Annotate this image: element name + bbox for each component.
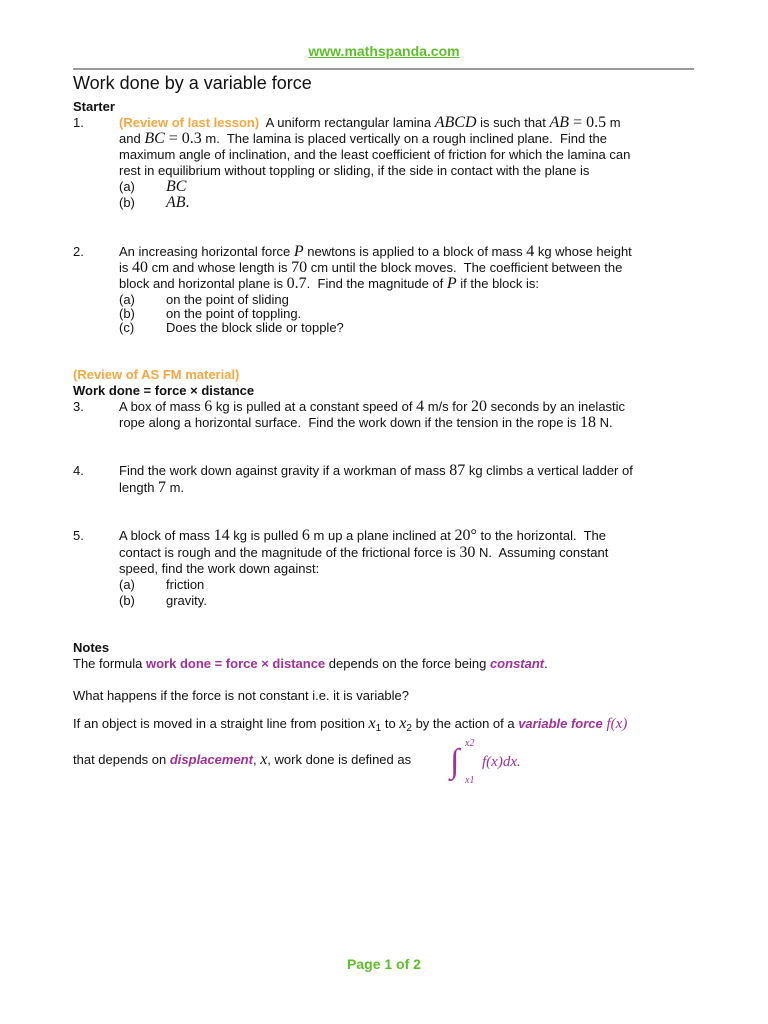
text-line [73,688,409,704]
text-segment: constant [489,656,545,671]
text-segment: An increasing horizontal force [119,244,294,259]
text-segment: P [293,243,304,260]
text-segment: 20° [454,527,477,544]
text-line [73,383,254,399]
text-segment: to [381,716,400,731]
text-segment: block and horizontal plane is [119,276,287,291]
text-segment: on the point of toppling. [166,306,302,321]
text-segment: 4 [416,398,425,415]
integral-lower-limit: x1 [465,775,475,786]
text-segment: 87 [449,462,466,479]
question-number: 3. [73,399,84,414]
text-segment: 4 [526,243,535,260]
text-segment: 6 [204,398,213,415]
part-label: (b) [119,593,135,608]
question-number: 4. [73,463,84,478]
text-segment: x [260,751,268,768]
text-segment: rest in equilibrium without toppling or sliding, if the side in contact with the plane is [119,163,590,178]
text-segment: gravity. [166,593,207,608]
line-text [166,179,186,195]
text-segment: x [399,715,407,732]
line-text [119,115,621,131]
text-segment: (Review of AS FM material) [73,367,240,382]
text-segment: Does the block slide or topple? [166,320,344,335]
text-segment: . [185,194,190,211]
text-segment: cm and whose length is [148,260,292,275]
question-number: 5. [73,528,84,543]
text-segment: . [544,656,548,671]
line-text [119,276,539,292]
text-segment: 18 [580,414,597,431]
text-segment: by the action of a [411,716,519,731]
text-segment: m/s for [424,399,472,414]
text-segment: The formula [73,656,146,671]
line-text [119,415,613,431]
text-segment: that depends on [73,752,170,767]
text-segment: newtons is applied to a block of mass [303,244,527,259]
text-segment: variable force [518,716,603,731]
text-segment: contact is rough and the magnitude of the frictional force is [119,545,460,560]
text-segment: ABCD [434,114,477,131]
text-segment: 1 [375,723,382,734]
line-text [119,131,607,147]
text-segment: is [119,260,132,275]
text-segment: , [252,752,261,767]
question-number: 2. [73,244,84,259]
text-segment: Starter [73,99,115,114]
text-segment: on the point of sliding [166,292,289,307]
text-line [73,99,115,115]
text-segment: m. [166,480,185,495]
text-segment: Notes [73,640,110,655]
line-text [166,320,344,336]
text-line [73,752,411,768]
text-segment: AB [166,194,186,211]
text-segment: AB [549,114,570,131]
text-segment: kg whose height [534,244,632,259]
text-segment: kg is pulled [229,528,302,543]
text-segment: N. [596,415,613,430]
text-segment: If an object is moved in a straight line from position [73,716,369,731]
text-segment: seconds by an inelastic [487,399,626,414]
line-text [119,163,589,179]
header-divider [73,68,694,70]
line-text [119,463,633,479]
question-number: 1. [73,115,84,130]
text-segment: 70 [291,259,308,276]
line-text [119,561,319,577]
text-segment: . Find the magnitude of [306,276,447,291]
text-segment: A uniform rectangular lamina [259,115,435,130]
text-line [73,656,548,672]
text-segment: cm until the block moves. The coefficient between the [307,260,623,275]
text-segment: A box of mass [119,399,205,414]
text-segment: is such that [476,115,550,130]
part-label: (b) [119,195,135,210]
text-segment: f(x) [602,716,628,732]
part-label: (a) [119,292,135,307]
text-segment: 0.7 [286,275,307,292]
text-segment: P [446,275,457,292]
line-text [119,244,632,260]
text-segment: kg climbs a vertical ladder of [465,463,633,478]
text-segment: Work done = force × distance [73,383,255,398]
text-segment: N. Assuming constant [475,545,609,560]
text-segment: A block of mass [119,528,214,543]
text-segment: length [119,480,159,495]
integral-upper-limit: x2 [465,738,475,749]
text-segment: speed, find the work down against: [119,561,320,576]
line-text [119,147,630,163]
line-text [119,480,184,496]
part-label: (b) [119,306,135,321]
text-segment: (Review of last lesson) [119,115,260,130]
integral-sign: ∫ [450,743,460,780]
text-segment: 20 [471,398,488,415]
text-segment: What happens if the force is not constant i.e. it is variable? [73,688,410,703]
page-title: Work done by a variable force [73,73,312,93]
line-text [119,260,622,276]
text-segment: BC [144,130,165,147]
text-line [73,640,109,656]
text-segment: kg is pulled at a constant speed of [212,399,417,414]
text-segment: , work done is defined as [267,752,412,767]
line-text [119,545,608,561]
text-segment: 2 [406,723,412,734]
text-segment: m [606,115,621,130]
text-line [73,716,627,737]
page-number: Page 1 of 2 [347,956,421,972]
text-segment: friction [166,577,205,592]
line-text [166,593,207,609]
text-segment: work done = force × distance [145,656,326,671]
text-segment: Find the work down against gravity if a workman of mass [119,463,450,478]
line-text [166,577,204,593]
line-text [119,528,606,544]
part-label: (a) [119,179,135,194]
text-segment: maximum angle of inclination, and the least coefficient of friction for which the lamina can [119,147,631,162]
text-segment: if the block is: [456,276,540,291]
integral-expression: f(x)dx. [482,754,521,770]
text-segment: 6 [301,527,310,544]
text-segment: m up a plane inclined at [309,528,455,543]
text-segment: 30 [459,544,476,561]
text-segment: depends on the force being [325,656,490,671]
text-segment: displacement [169,752,253,767]
text-segment: x [368,715,376,732]
text-segment: 7 [158,479,167,496]
text-segment: m. The lamina is placed vertically on a rough inclined plane. Find the [201,131,607,146]
text-segment: and [119,131,145,146]
text-segment: BC [166,178,187,195]
part-label: (a) [119,577,135,592]
part-label: (c) [119,320,135,335]
text-segment: 14 [213,527,230,544]
text-segment: 40 [132,259,148,276]
work-done-integral [450,738,550,786]
text-segment: rope along a horizontal surface. Find the work down if the tension in the rope is [119,415,581,430]
line-text [119,399,625,415]
text-segment: = 0.5 [569,114,607,131]
text-segment: = 0.3 [164,130,202,147]
site-url-link[interactable]: www.mathspanda.com [308,43,460,59]
text-line [73,367,239,383]
line-text [166,195,190,211]
text-segment: to the horizontal. The [476,528,606,543]
